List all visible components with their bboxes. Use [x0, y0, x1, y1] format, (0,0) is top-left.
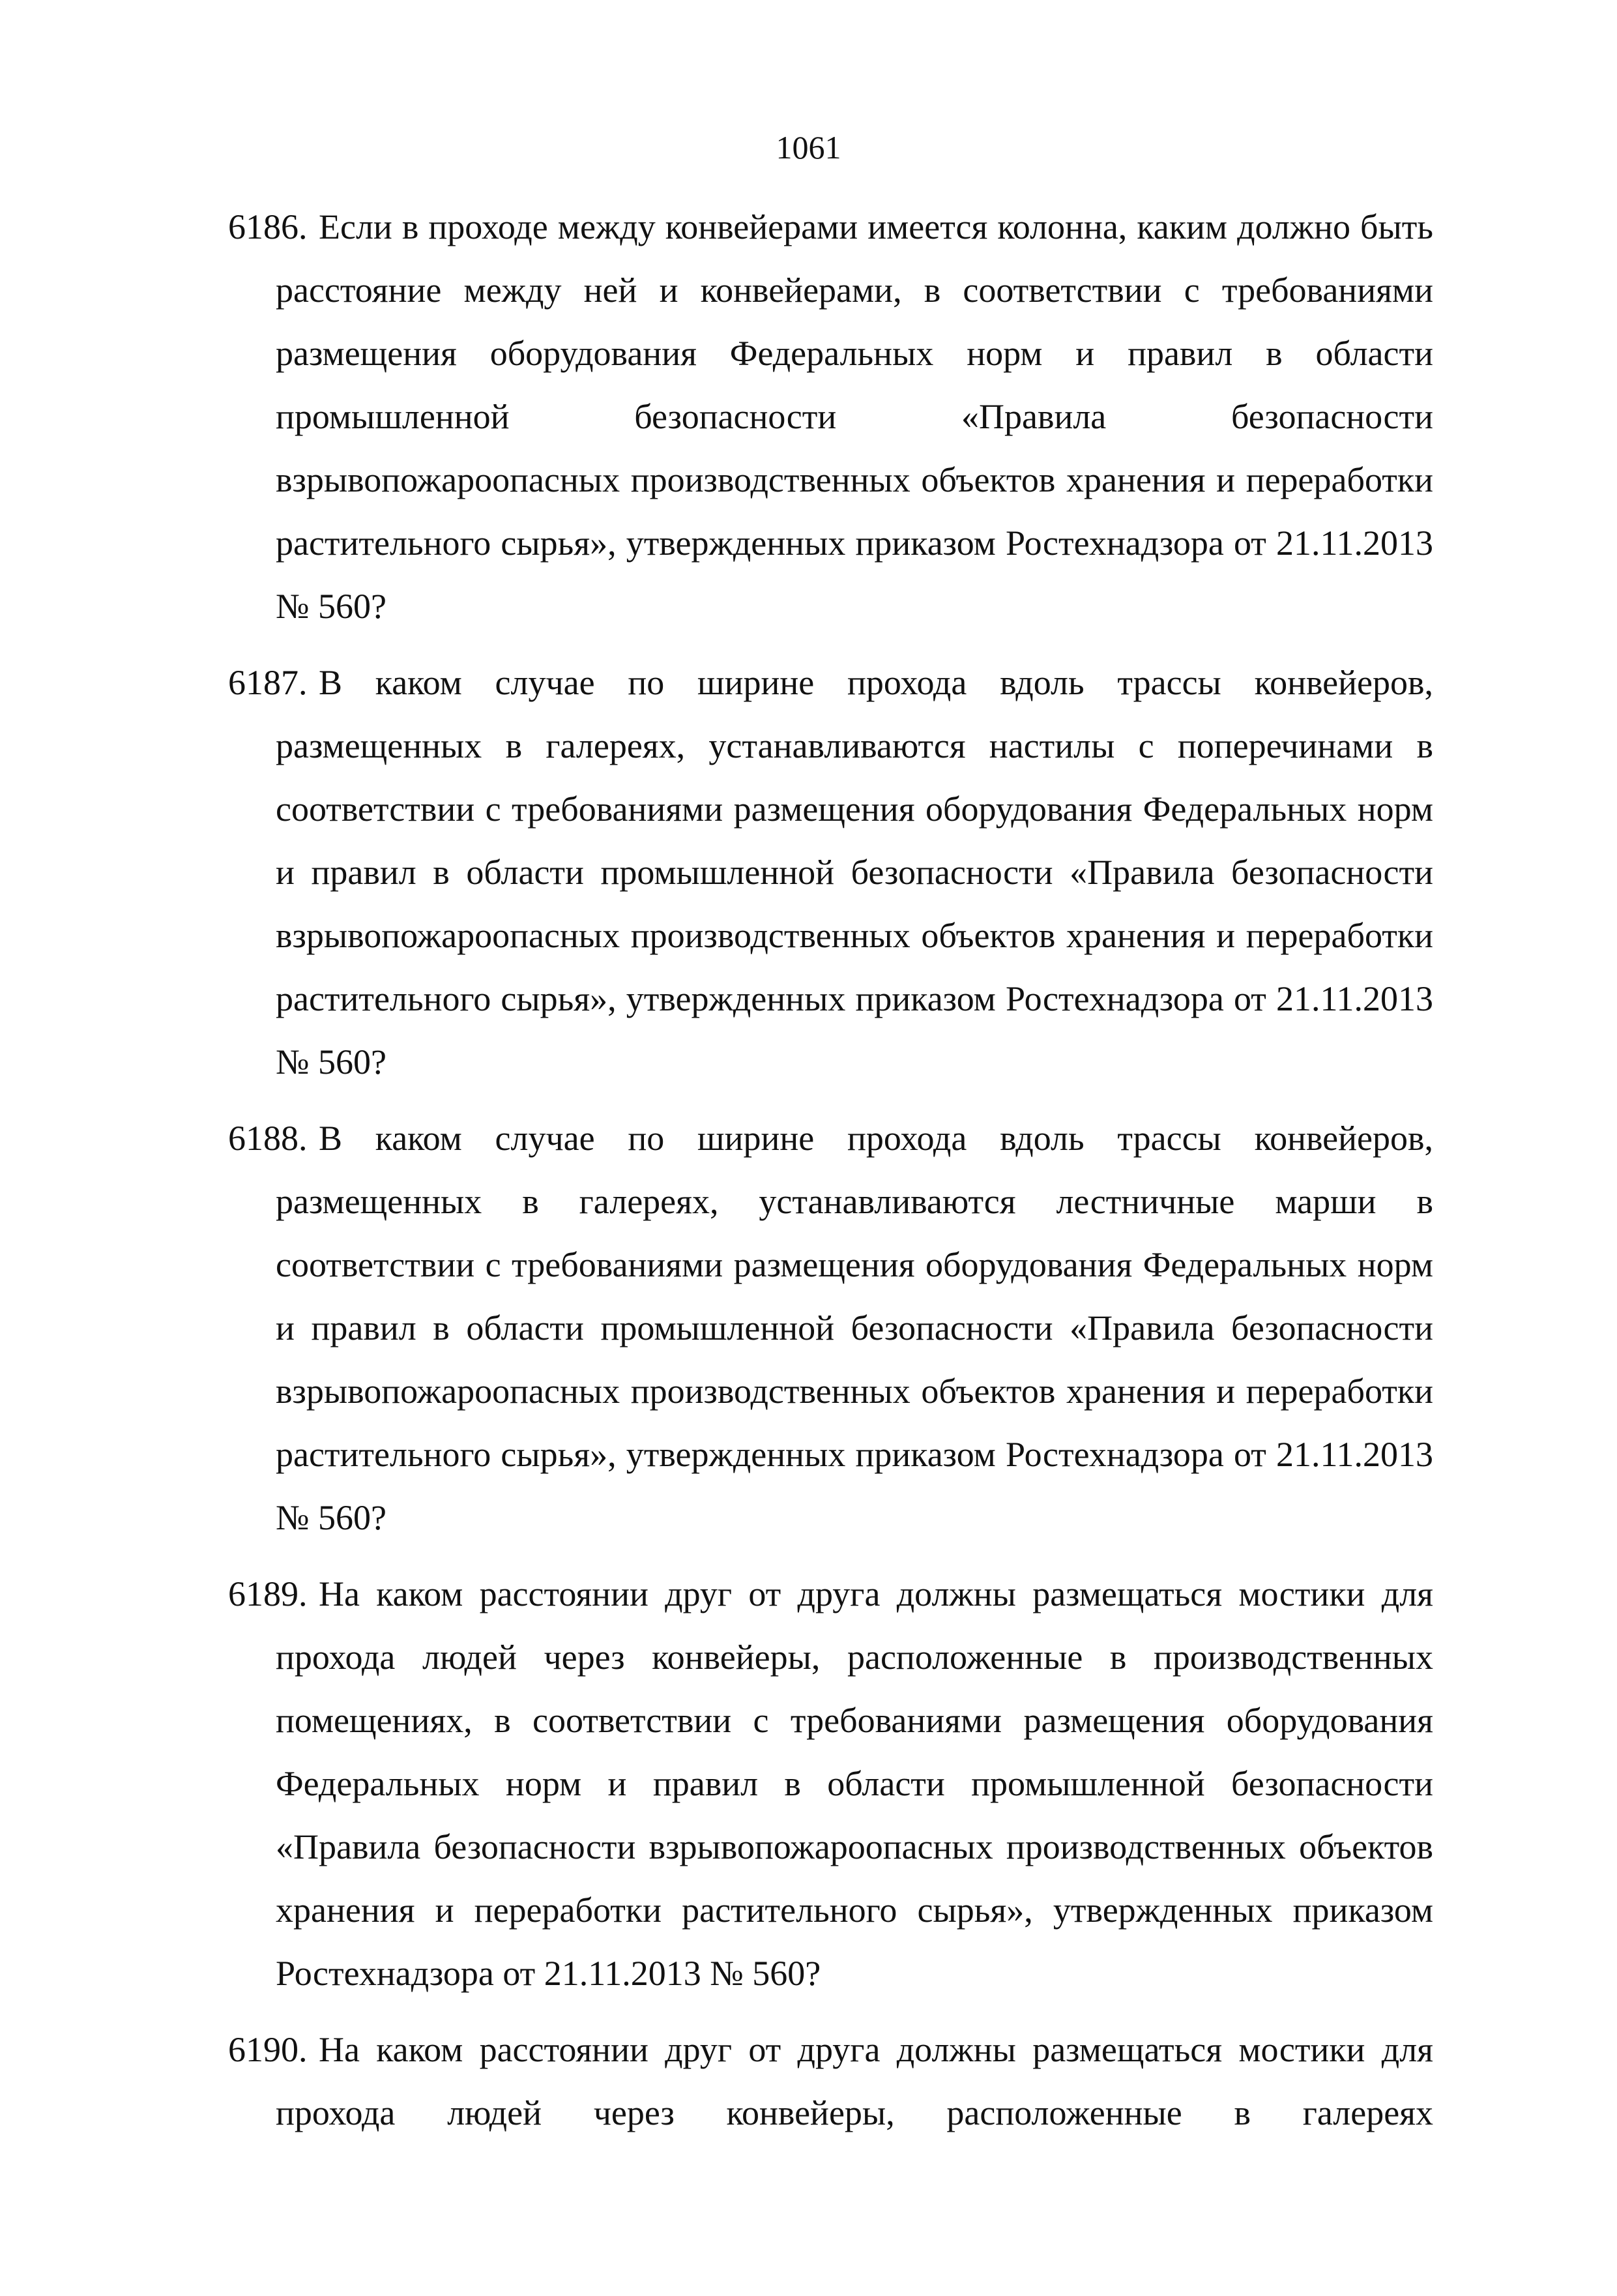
question-item — [0, 1107, 1617, 1550]
question-text: Если в проходе между конвейерами имеется колонна, каким должно быть расстояние между ней и конвейерами, в соответствии с требованиями размещения оборудования Федеральных норм и правил в области промышленной безопасности «Правила безопасности взрывопожароопасных производственных объектов хранения и переработки растительного сырья», утвержденных приказом Ростехнадзора от 21.11.2013 № 560? — [276, 207, 1433, 626]
question-item — [0, 1563, 1617, 2005]
question-number: 6186. — [228, 207, 308, 246]
question-list — [0, 196, 1617, 2158]
question-text: В каком случае по ширине прохода вдоль трассы конвейеров, размещенных в галереях, устанавливаются лестничные марши в соответствии с требованиями размещения оборудования Федеральных норм и правил в области промышленной безопасности «Правила безопасности взрывопожароопасных производственных объектов хранения и переработки растительного сырья», утвержденных приказом Ростехнадзора от 21.11.2013 № 560? — [276, 1119, 1433, 1537]
question-text: На каком расстоянии друг от друга должны размещаться мостики для прохода людей через конвейеры, расположенные в производственных помещениях, в соответствии с требованиями размещения оборудования Федеральных норм и правил в области промышленной безопасности «Правила безопасности взрывопожароопасных производственных объектов хранения и переработки растительного сырья», утвержденных приказом Ростехнадзора от 21.11.2013 № 560? — [276, 1574, 1433, 1993]
question-text: На каком расстоянии друг от друга должны размещаться мостики для прохода людей через конвейеры, расположенные в галереях — [276, 2030, 1433, 2132]
page-number: 1061 — [776, 129, 841, 166]
question-item — [0, 2018, 1617, 2145]
question-number: 6187. — [228, 663, 308, 702]
question-item — [0, 651, 1617, 1094]
question-text: В каком случае по ширине прохода вдоль трассы конвейеров, размещенных в галереях, устанавливаются настилы с поперечинами в соответствии с требованиями размещения оборудования Федеральных норм и правил в области промышленной безопасности «Правила безопасности взрывопожароопасных производственных объектов хранения и переработки растительного сырья», утвержденных приказом Ростехнадзора от 21.11.2013 № 560? — [276, 663, 1433, 1082]
question-number: 6190. — [228, 2030, 308, 2069]
question-item — [0, 196, 1617, 638]
question-number: 6189. — [228, 1574, 308, 1613]
question-number: 6188. — [228, 1119, 308, 1158]
